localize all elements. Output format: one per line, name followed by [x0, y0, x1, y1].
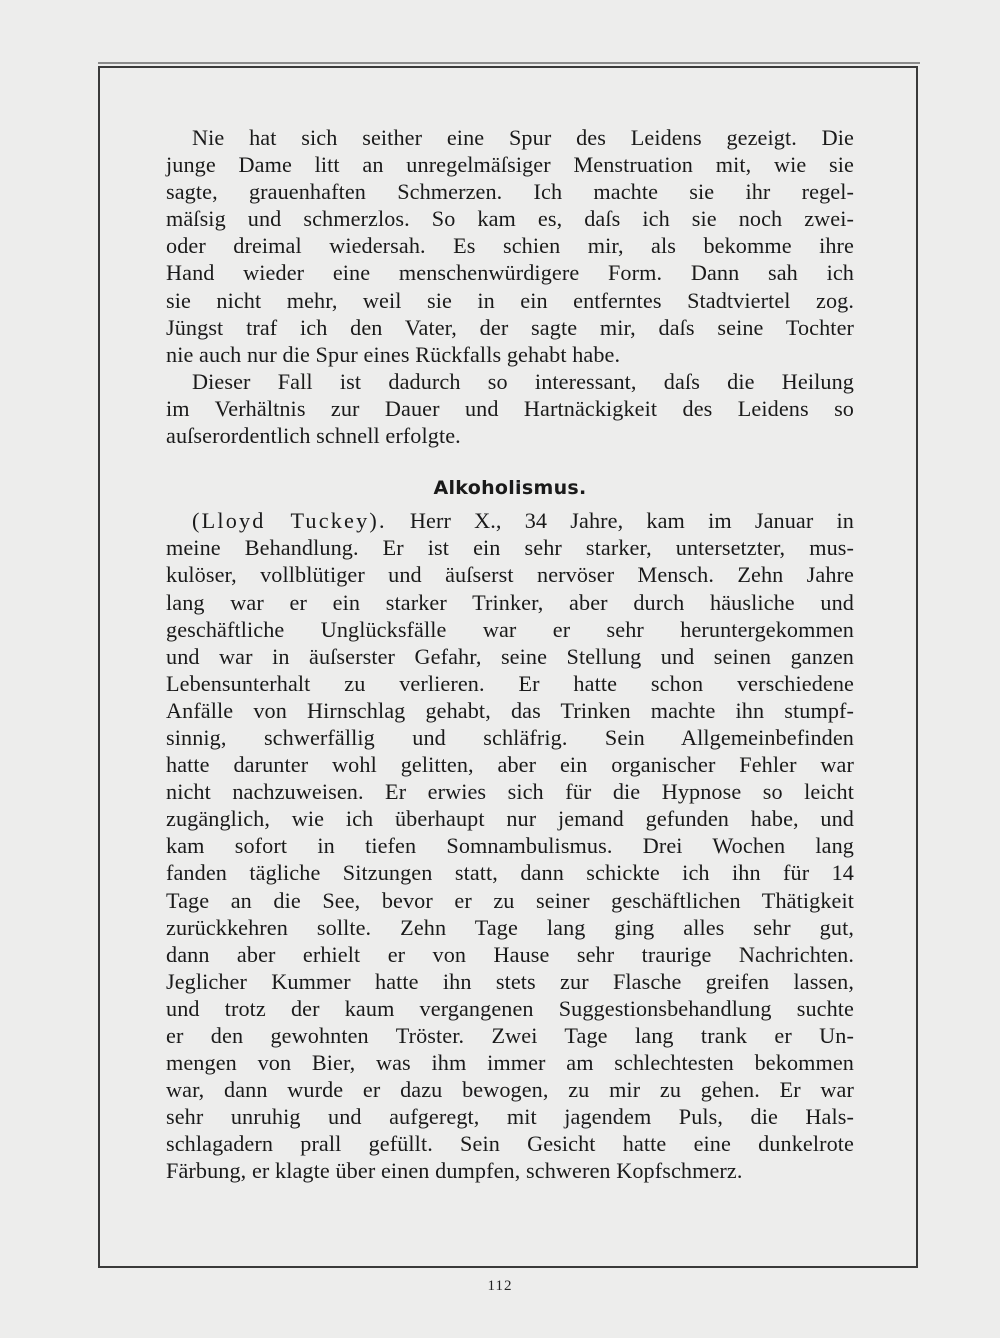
text-line: sinnig, schwerfällig und schläfrig. Sein Allgemeinbefinden — [166, 724, 854, 750]
paragraph-1 — [166, 124, 854, 368]
text-line: junge Dame litt an unregelmäſsiger Menstruation mit, wie sie — [166, 152, 854, 178]
text-line: sehr unruhig und aufgeregt, mit jagendem Puls, die Hals- — [166, 1104, 854, 1130]
text-line: fanden tägliche Sitzungen statt, dann schickte ich ihn für 14 — [166, 860, 854, 886]
text-line: Anfälle von Hirnschlag gehabt, das Trinken machte ihn stumpf- — [166, 697, 854, 723]
text-line — [166, 507, 854, 534]
text-line: und war in äuſserster Gefahr, seine Stellung und seinen ganzen — [166, 643, 854, 669]
text-line: kam sofort in tiefen Somnambulismus. Drei Wochen lang — [166, 833, 854, 859]
text-line: lang war er ein starker Trinker, aber durch häusliche und — [166, 589, 854, 615]
paragraph-2 — [166, 368, 854, 449]
text-line-rest: Herr X., 34 Jahre, kam im Januar in — [409, 508, 854, 534]
text-line: mäſsig und schmerzlos. So kam es, daſs ich sie noch zwei- — [166, 206, 854, 232]
frame-top-rule — [98, 62, 920, 64]
text-line: zugänglich, wie ich überhaupt nur jemand gefunden habe, und — [166, 806, 854, 832]
page-text — [166, 124, 854, 1185]
text-line: nie auch nur die Spur eines Rückfalls gehabt habe. — [166, 341, 621, 367]
text-line: war, dann wurde er dazu bewogen, zu mir zu gehen. Er war — [166, 1077, 854, 1103]
text-line: und trotz der kaum vergangenen Suggestionsbehandlung suchte — [166, 995, 854, 1021]
text-line: Lebensunterhalt zu verlieren. Er hatte schon verschiedene — [166, 670, 854, 696]
text-line: nicht nachzuweisen. Er erwies sich für die Hypnose so leicht — [166, 779, 854, 805]
text-line: sie nicht mehr, weil sie in ein entferntes Stadtviertel zog. — [166, 287, 854, 313]
page-number: 112 — [487, 1278, 513, 1294]
text-line: Jeglicher Kummer hatte ihn stets zur Flasche greifen lassen, — [166, 968, 854, 994]
text-line: Jüngst traf ich den Vater, der sagte mir, daſs seine Tochter — [166, 314, 854, 340]
text-line: sagte, grauenhaften Schmerzen. Ich machte sie ihr regel- — [166, 179, 854, 205]
text-line: Hand wieder eine menschenwürdigere Form. Dann sah ich — [166, 260, 854, 286]
text-line: meine Behandlung. Er ist ein sehr starker, untersetzter, mus- — [166, 535, 854, 561]
text-line: Färbung, er klagte über einen dumpfen, schweren Kopfschmerz. — [166, 1158, 743, 1184]
text-line: er den gewohnten Tröster. Zwei Tage lang trank er Un- — [166, 1023, 854, 1048]
text-line: Dieser Fall ist dadurch so interessant, daſs die Heilung — [192, 368, 854, 394]
text-line: kulöser, vollblütiger und äuſserst nervöser Mensch. Zehn Jahre — [166, 562, 854, 588]
text-line: Tage an die See, bevor er zu seiner geschäftlichen Thätigkeit — [166, 887, 854, 913]
text-line: hatte darunter wohl gelitten, aber ein organischer Fehler war — [166, 752, 854, 778]
paragraph-3 — [166, 507, 854, 1184]
text-line: oder dreimal wiedersah. Es schien mir, als bekomme ihre — [166, 233, 854, 259]
text-line: schlagadern prall gefüllt. Sein Gesicht hatte eine dunkelrote — [166, 1131, 854, 1157]
text-line: geschäftliche Unglücksfälle war er sehr heruntergekommen — [166, 616, 854, 642]
text-line: Nie hat sich seither eine Spur des Leidens gezeigt. Die — [192, 125, 854, 150]
text-line: dann aber erhielt er von Hause sehr traurige Nachrichten. — [166, 941, 854, 967]
text-line: mengen von Bier, was ihm immer am schlechtesten bekommen — [166, 1050, 854, 1076]
text-line: im Verhältnis zur Dauer und Hartnäckigkeit des Leidens so — [166, 395, 854, 421]
author-citation: (Lloyd Tuckey). — [192, 508, 387, 534]
text-line: auſserordentlich schnell erfolgte. — [166, 423, 461, 449]
text-line: zurückkehren sollte. Zehn Tage lang ging alles sehr gut, — [166, 914, 854, 940]
section-heading: Alkoholismus. — [433, 477, 587, 500]
